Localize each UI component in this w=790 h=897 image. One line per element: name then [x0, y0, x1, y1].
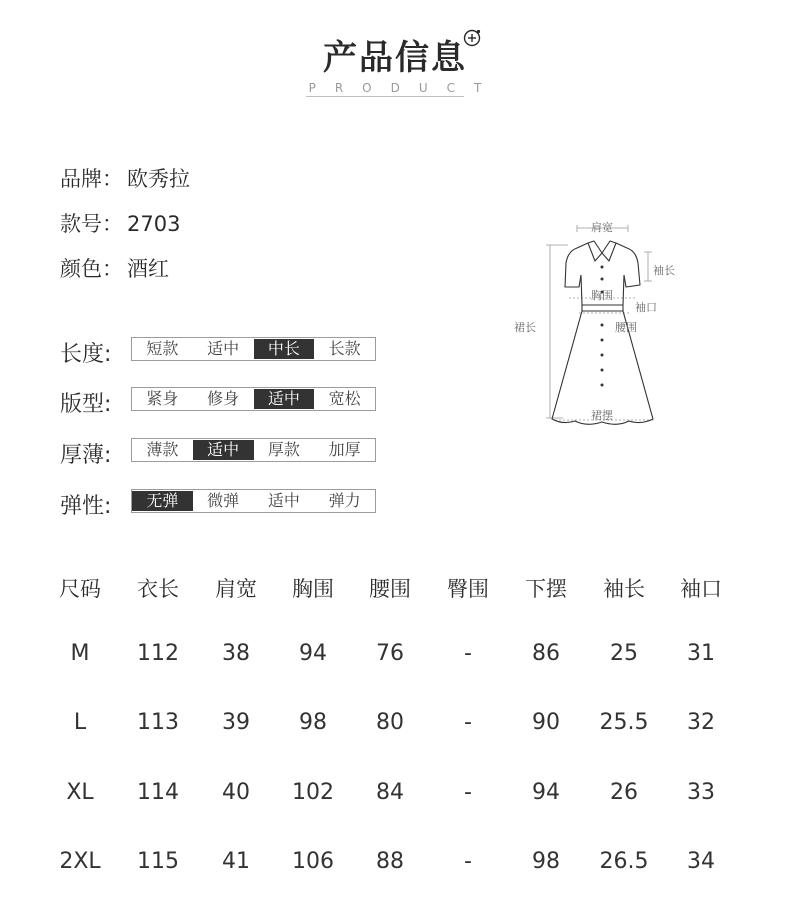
table-cell: 40	[222, 780, 250, 805]
table-cell: 88	[376, 849, 404, 874]
info-style-number-label: 款号：	[60, 212, 123, 236]
attr-length-option: 中长	[254, 339, 315, 359]
info-brand	[60, 163, 190, 193]
table-header-cell: 衣长	[137, 577, 179, 601]
size-cell: 2XL	[59, 849, 101, 874]
diagram-label-waist: 腰围	[615, 321, 637, 334]
attr-length-option: 适中	[207, 339, 240, 358]
attr-elasticity-options	[131, 489, 376, 513]
size-cell: M	[70, 641, 90, 666]
table-cell: 26	[610, 780, 638, 805]
size-cell: XL	[66, 780, 94, 805]
table-cell: -	[464, 780, 472, 805]
table-cell: 34	[687, 849, 715, 874]
info-style-number-value: 2703	[127, 212, 181, 236]
attr-elasticity-option: 微弹	[207, 491, 240, 510]
attr-thickness-options	[131, 438, 376, 462]
table-header-cell: 袖长	[603, 577, 645, 601]
info-style-number	[60, 208, 180, 238]
table-cell: -	[464, 849, 472, 874]
attr-length-option: 短款	[146, 339, 179, 358]
attr-fit-options	[131, 387, 376, 411]
table-header-cell: 肩宽	[215, 577, 257, 601]
table-cell: 98	[299, 710, 327, 735]
table-cell: 113	[137, 710, 179, 735]
attr-length-label: 长度:	[60, 342, 112, 367]
attr-fit-option: 修身	[207, 389, 240, 408]
info-color	[60, 253, 169, 283]
table-header-cell: 腰围	[369, 577, 411, 601]
table-cell: 33	[687, 780, 715, 805]
page-title: 产品信息	[323, 38, 467, 78]
table-cell: 94	[532, 780, 560, 805]
table-header-cell: 胸围	[292, 577, 334, 601]
table-cell: 26.5	[599, 849, 649, 874]
table-cell: 114	[137, 780, 179, 805]
attr-length-options	[131, 337, 376, 361]
table-cell: 31	[687, 641, 715, 666]
attr-elasticity-option: 适中	[267, 491, 300, 510]
attr-thickness-label: 厚薄:	[60, 443, 112, 468]
table-header-cell: 尺码	[59, 577, 101, 601]
table-cell: -	[464, 710, 472, 735]
table-header-cell: 臀围	[447, 577, 489, 601]
table-cell: -	[464, 641, 472, 666]
table-cell: 102	[292, 780, 334, 805]
diagram-label-hem: 裙摆	[591, 409, 613, 422]
table-cell: 38	[222, 641, 250, 666]
attr-elasticity-option: 无弹	[132, 491, 193, 511]
table-cell: 25	[610, 641, 638, 666]
table-cell: 32	[687, 710, 715, 735]
attr-elasticity-label: 弹性:	[60, 494, 112, 519]
subtitle-underline	[306, 96, 464, 97]
info-color-value: 酒红	[127, 257, 169, 281]
page-subtitle: PRODUCT	[308, 81, 501, 95]
table-cell: 98	[532, 849, 560, 874]
table-cell: 41	[222, 849, 250, 874]
attr-elasticity-option: 弹力	[328, 491, 361, 510]
attr-thickness-option: 加厚	[328, 440, 361, 459]
attr-thickness-option: 厚款	[267, 440, 300, 459]
table-cell: 112	[137, 641, 179, 666]
info-color-label: 颜色：	[60, 257, 123, 281]
attr-fit-label: 版型:	[60, 392, 112, 417]
info-brand-value: 欧秀拉	[127, 167, 190, 191]
info-brand-label: 品牌：	[60, 167, 123, 191]
table-cell: 86	[532, 641, 560, 666]
table-cell: 80	[376, 710, 404, 735]
diagram-label-chest: 胸围	[591, 289, 613, 302]
attr-length-option: 长款	[328, 339, 361, 358]
diagram-label-skirt-length: 裙长	[514, 321, 536, 334]
size-cell: L	[73, 710, 87, 735]
diagram-label-cuff: 袖口	[635, 301, 657, 314]
table-cell: 39	[222, 710, 250, 735]
table-header-cell: 袖口	[680, 577, 722, 601]
table-cell: 115	[137, 849, 179, 874]
attr-fit-option: 紧身	[146, 389, 179, 408]
table-cell: 94	[299, 641, 327, 666]
attr-fit-option: 适中	[254, 389, 315, 409]
table-cell: 90	[532, 710, 560, 735]
table-cell: 84	[376, 780, 404, 805]
table-cell: 106	[292, 849, 334, 874]
plus-circle-icon	[463, 29, 481, 47]
table-header-cell: 下摆	[525, 577, 567, 601]
attr-thickness-option: 薄款	[146, 440, 179, 459]
diagram-label-sleeve-length: 袖长	[653, 264, 675, 277]
table-cell: 25.5	[599, 710, 649, 735]
table-cell: 76	[376, 641, 404, 666]
diagram-label-shoulder: 肩宽	[591, 221, 613, 234]
attr-thickness-option: 适中	[193, 440, 254, 460]
attr-fit-option: 宽松	[328, 389, 361, 408]
